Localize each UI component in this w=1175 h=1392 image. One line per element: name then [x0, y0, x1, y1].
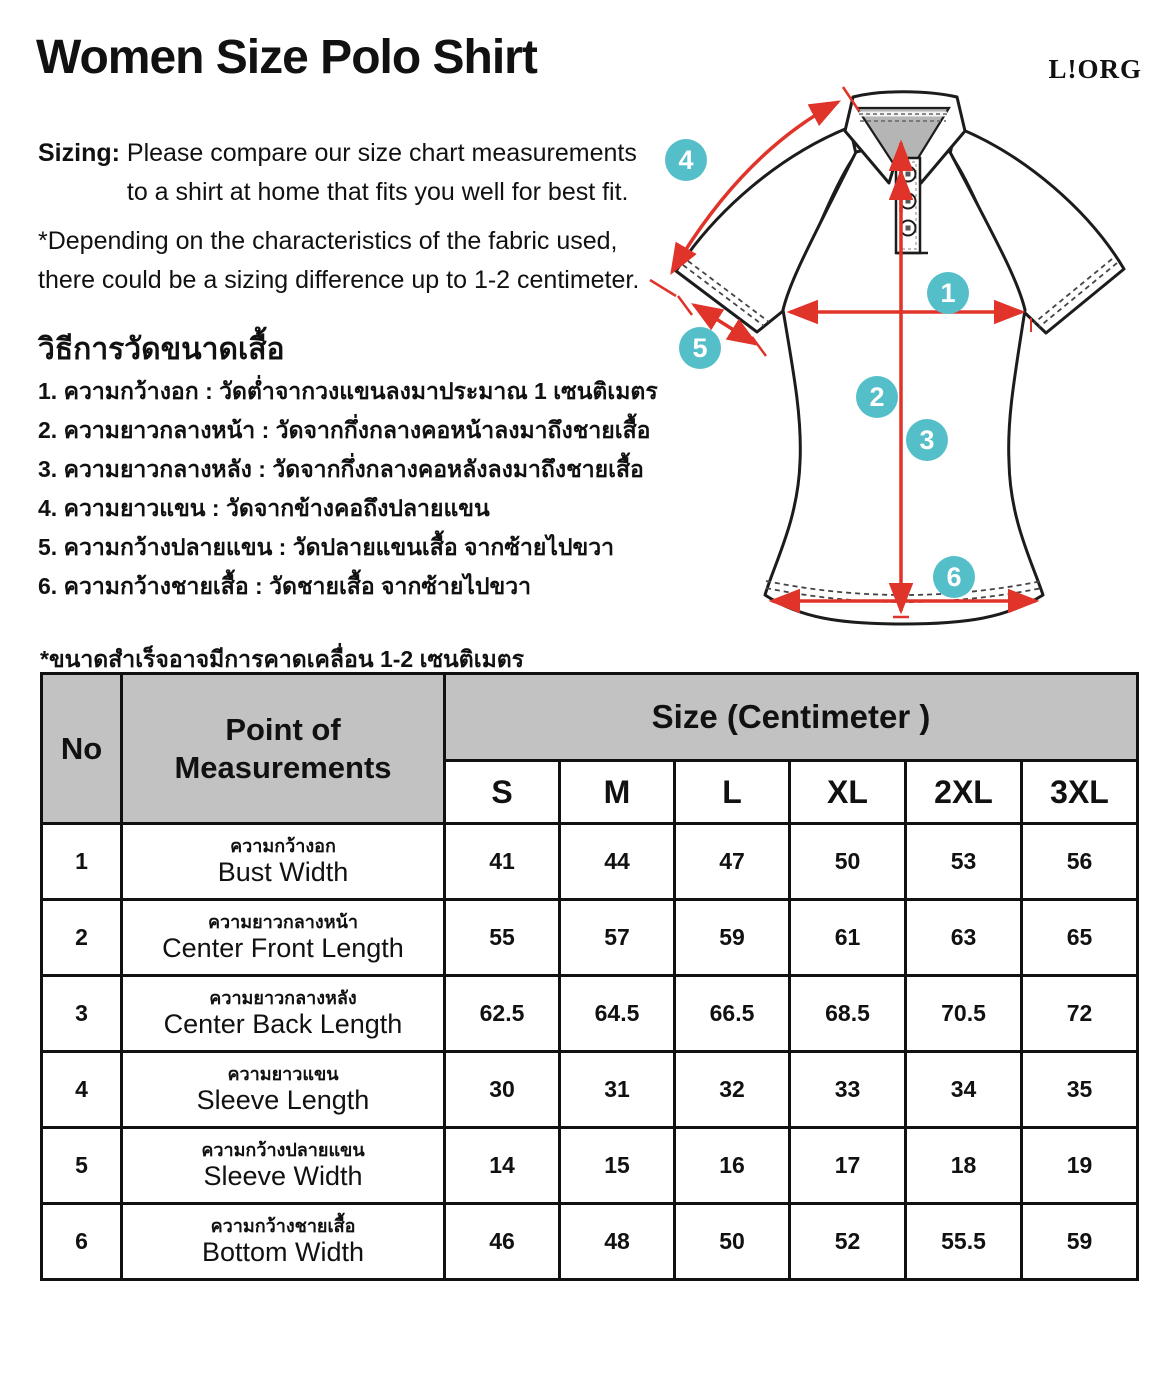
sizing-note: [38, 134, 637, 212]
polo-shirt-diagram: [628, 78, 1175, 658]
size-column-3xl: 3XL: [1022, 761, 1138, 824]
measure-point-2: [856, 376, 898, 418]
measurement-thai-label: ความกว้างชายเสื้อ: [210, 1215, 356, 1236]
measurement-thai-label: ความยาวกลางหลัง: [209, 987, 357, 1008]
measuring-instructions-heading: วิธีการวัดขนาดเสื้อ: [38, 333, 285, 366]
instruction-item: 1. ความกว้างอก : วัดต่ำจากวงแขนลงมาประมาณ 1 เซนติเมตร: [38, 378, 658, 404]
table-row: 3 ความยาวกลางหลัง Center Back Length 62.5 64.5 66.5 68.5 70.5 72: [42, 976, 1138, 1052]
measurement-english-label: Center Back Length: [163, 1009, 403, 1040]
column-header-no: No: [42, 674, 122, 824]
size-column-m: M: [560, 761, 675, 824]
fabric-note: *Depending on the characteristics of the fabric used, there could be a sizing difference up to 1-2 centimeter.: [38, 227, 640, 294]
measurement-thai-label: ความกว้างปลายแขน: [201, 1139, 365, 1160]
svg-text:6: 6: [946, 562, 962, 592]
size-column-l: L: [675, 761, 790, 824]
table-row: 1 ความกว้างอก Bust Width 41 44 47 50 53 56: [42, 824, 1138, 900]
table-note: *ขนาดสำเร็จอาจมีการคาดเคลื่อน 1-2 เซนติเมตร: [40, 646, 525, 672]
measuring-instructions-list: [38, 372, 658, 606]
measurement-thai-label: ความยาวกลางหน้า: [208, 911, 358, 932]
table-row: 6 ความกว้างชายเสื้อ Bottom Width 46 48 50 52 55.5 59: [42, 1204, 1138, 1280]
measurement-thai-label: ความยาวแขน: [227, 1063, 339, 1084]
svg-text:2: 2: [869, 382, 885, 412]
measure-point-3: [906, 419, 948, 461]
instruction-item: 6. ความกว้างชายเสื้อ : วัดชายเสื้อ จากซ้ายไปขวา: [38, 573, 532, 599]
instruction-item: 3. ความยาวกลางหลัง : วัดจากกึ่งกลางคอหลังลงมาถึงชายเสื้อ: [38, 456, 644, 482]
measure-point-5: [679, 327, 721, 369]
instruction-item: 5. ความกว้างปลายแขน : วัดปลายแขนเสื้อ จากซ้ายไปขวา: [38, 534, 615, 560]
measurement-english-label: Sleeve Width: [203, 1161, 363, 1192]
table-row: 2 ความยาวกลางหน้า Center Front Length 55 57 59 61 63 65: [42, 900, 1138, 976]
measure-point-6: [933, 556, 975, 598]
column-header-size: Size (Centimeter ): [445, 674, 1138, 761]
brand-logo: L!ORG: [1048, 54, 1142, 84]
svg-text:3: 3: [919, 425, 935, 455]
table-row: 5 ความกว้างปลายแขน Sleeve Width 14 15 16 17 18 19: [42, 1128, 1138, 1204]
column-header-point-of-measurements: Point of Measurements: [122, 674, 445, 824]
measurement-english-label: Sleeve Length: [196, 1085, 370, 1116]
page-title: Women Size Polo Shirt: [36, 31, 537, 84]
sizing-label: Sizing:: [38, 139, 127, 167]
measurement-english-label: Center Front Length: [162, 933, 404, 964]
size-table: [40, 672, 1139, 1281]
size-column-2xl: 2XL: [906, 761, 1022, 824]
measure-point-1: [927, 272, 969, 314]
instruction-item: 2. ความยาวกลางหน้า : วัดจากกึ่งกลางคอหน้าลงมาถึงชายเสื้อ: [38, 417, 651, 443]
size-column-xl: XL: [790, 761, 906, 824]
measure-point-4: [665, 139, 707, 181]
sizing-text: Please compare our size chart measurements to a shirt at home that fits you well for best fit.: [126, 139, 637, 206]
measurement-thai-label: ความกว้างอก: [230, 835, 336, 856]
svg-text:1: 1: [940, 278, 956, 308]
measurement-english-label: Bust Width: [217, 857, 349, 888]
size-column-s: S: [445, 761, 560, 824]
svg-text:4: 4: [678, 145, 694, 175]
svg-text:5: 5: [692, 333, 708, 363]
instruction-item: 4. ความยาวแขน : วัดจากข้างคอถึงปลายแขน: [38, 495, 490, 521]
measurement-english-label: Bottom Width: [201, 1237, 365, 1268]
table-row: 4 ความยาวแขน Sleeve Length 30 31 32 33 34 35: [42, 1052, 1138, 1128]
